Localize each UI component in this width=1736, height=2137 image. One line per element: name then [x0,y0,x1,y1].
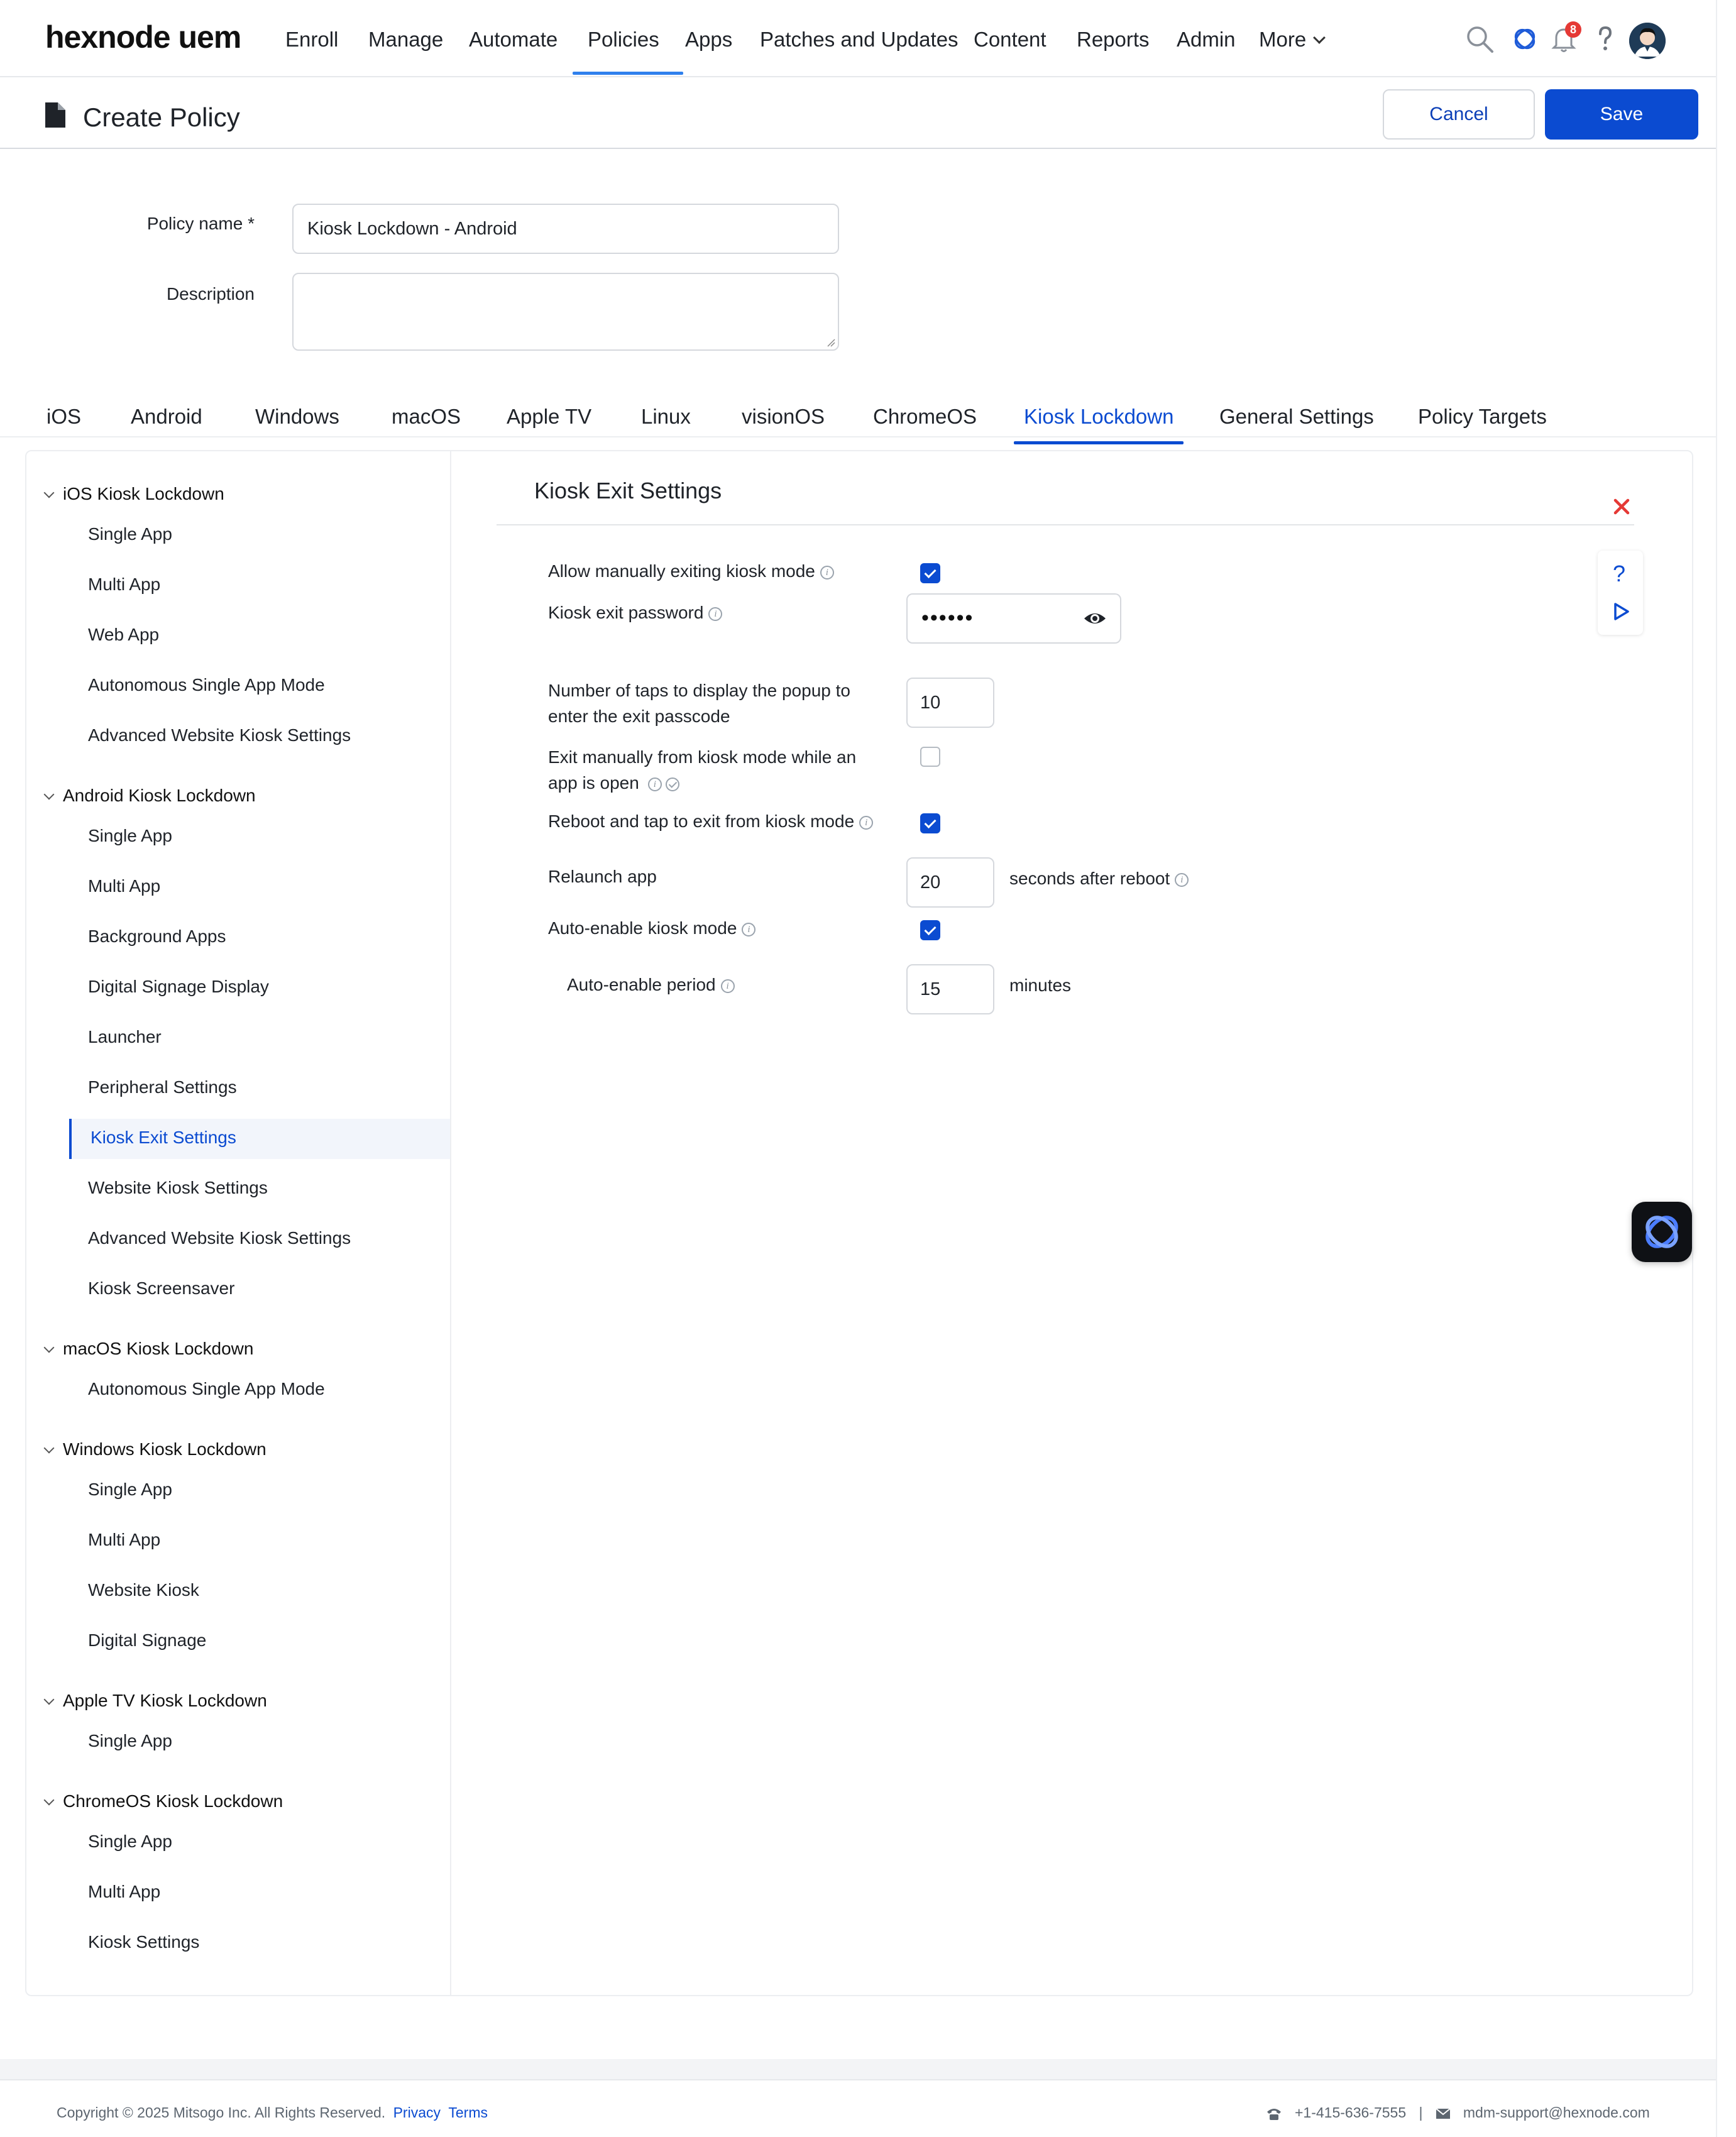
policy-name-label: Policy name * [146,214,255,233]
tab-visionos[interactable]: visionOS [742,405,825,428]
privacy-link[interactable]: Privacy [393,2104,441,2121]
sidebar-item-android-digital-signage[interactable]: Digital Signage Display [88,977,269,996]
info-icon[interactable]: i [820,566,834,580]
nav-more[interactable] [1259,28,1324,52]
chevron-down-icon[interactable] [44,488,55,498]
nav-patches-and-updates[interactable]: Patches and Updates [760,28,959,51]
search-icon[interactable] [1464,24,1495,54]
taps-popup-input[interactable] [906,678,994,728]
sidebar-item-macos-autonomous-single-app[interactable]: Autonomous Single App Mode [88,1379,325,1398]
reboot-tap-exit-checkbox[interactable] [920,813,940,833]
setting-allow-manual-exit [548,558,834,584]
chevron-down-icon[interactable] [44,1695,55,1705]
show-password-eye-icon[interactable] [1082,606,1107,631]
helper-toolbar [1598,551,1643,635]
footer-spacer [0,2059,1716,2079]
policy-name-input[interactable] [292,204,839,254]
sidebar-item-chromeos-multi-app[interactable]: Multi App [88,1882,161,1901]
nav-enroll[interactable]: Enroll [285,28,339,51]
sidebar-group-android-kiosk[interactable]: Android Kiosk Lockdown [63,786,256,805]
nav-admin[interactable]: Admin [1177,28,1236,51]
sidebar-item-android-background-apps[interactable]: Background Apps [88,926,226,946]
tab-linux[interactable]: Linux [641,405,691,428]
mail-icon [1436,2108,1451,2119]
setting-auto-enable-period [567,972,735,997]
notification-bell-icon[interactable] [1549,24,1579,54]
policy-panel [25,450,1693,1996]
tab-chromeos[interactable]: ChromeOS [873,405,977,428]
platform-tabs [0,390,1716,437]
document-icon [45,102,65,131]
nav-reports[interactable]: Reports [1077,28,1150,51]
verified-check-icon [666,777,679,791]
chevron-down-icon[interactable] [44,789,55,800]
exit-app-open-checkbox[interactable] [920,747,940,767]
tab-apple-tv[interactable]: Apple TV [507,405,592,428]
footer-separator: | [1419,2104,1423,2121]
auto-enable-period-label: Auto-enable period [567,975,716,994]
sidebar-group-windows-kiosk[interactable]: Windows Kiosk Lockdown [63,1439,266,1459]
sidebar-item-ios-advanced-website-kiosk[interactable]: Advanced Website Kiosk Settings [88,725,351,745]
sidebar-group-macos-kiosk[interactable]: macOS Kiosk Lockdown [63,1339,254,1358]
allow-manual-exit-label: Allow manually exiting kiosk mode [548,561,815,581]
support-phone[interactable]: +1-415-636-7555 [1295,2104,1407,2121]
exit-app-open-label-line2: app is open [548,773,639,793]
sidebar-item-ios-multi-app[interactable]: Multi App [88,574,161,594]
setting-exit-password [548,600,722,625]
description-textarea[interactable] [292,273,839,351]
footer-contact-row [1266,2104,1650,2121]
sidebar-item-ios-single-app[interactable]: Single App [88,524,172,544]
nav-apps[interactable]: Apps [685,28,733,51]
setting-reboot-tap-exit [548,808,873,834]
resize-grip-icon[interactable] [827,338,835,347]
sidebar-item-android-website-kiosk[interactable]: Website Kiosk Settings [88,1178,268,1197]
nav-policies[interactable]: Policies [588,28,659,51]
sidebar-item-windows-single-app[interactable]: Single App [88,1480,172,1499]
chevron-down-icon[interactable] [44,1443,55,1454]
nav-content[interactable]: Content [974,28,1047,51]
help-icon[interactable] [1590,24,1620,54]
kiosk-sidebar [26,451,451,1995]
phone-icon [1266,2107,1282,2121]
top-navigation [0,0,1716,77]
tab-windows[interactable]: Windows [255,405,339,428]
nav-more-label: More [1259,28,1307,51]
sidebar-item-android-kiosk-screensaver[interactable]: Kiosk Screensaver [88,1278,235,1298]
terms-link[interactable]: Terms [448,2104,488,2121]
chevron-down-icon[interactable] [44,1795,55,1806]
exit-password-field[interactable] [906,593,1121,644]
sidebar-group-appletv-kiosk[interactable]: Apple TV Kiosk Lockdown [63,1691,267,1710]
notification-count-badge: 8 [1565,21,1581,38]
setting-exit-app-open [548,744,856,796]
sidebar-item-android-advanced-website-kiosk[interactable]: Advanced Website Kiosk Settings [88,1228,351,1248]
sidebar-item-chromeos-single-app[interactable]: Single App [88,1832,172,1851]
sidebar-item-android-multi-app[interactable]: Multi App [88,876,161,896]
page-title: Create Policy [83,102,240,132]
sidebar-group-chromeos-kiosk[interactable]: ChromeOS Kiosk Lockdown [63,1791,283,1811]
relaunch-app-suffix [1009,869,1189,889]
hexnode-assistant-icon[interactable] [1510,24,1540,54]
sidebar-item-android-single-app[interactable]: Single App [88,826,172,845]
tab-macos[interactable]: macOS [392,405,461,428]
exit-password-value: •••••• [921,606,974,630]
help-question-icon[interactable]: ? [1613,561,1626,586]
description-label: Description [166,284,255,304]
sidebar-group-ios-kiosk[interactable]: iOS Kiosk Lockdown [63,484,224,503]
auto-enable-checkbox[interactable] [920,920,940,940]
tab-policy-targets[interactable]: Policy Targets [1418,405,1547,428]
auto-enable-period-input[interactable] [906,964,994,1014]
sidebar-item-chromeos-kiosk-settings[interactable]: Kiosk Settings [88,1932,200,1952]
setting-taps-popup [548,678,850,729]
reboot-tap-exit-label: Reboot and tap to exit from kiosk mode [548,811,855,831]
tab-general-settings[interactable]: General Settings [1219,405,1374,428]
play-tutorial-icon[interactable] [1613,602,1630,621]
info-icon[interactable]: i [1175,873,1189,887]
relaunch-app-suffix-text: seconds after reboot [1009,869,1170,888]
support-email[interactable]: mdm-support@hexnode.com [1463,2104,1650,2121]
nav-manage[interactable]: Manage [368,28,444,51]
exit-app-open-label-line1: Exit manually from kiosk mode while an [548,747,857,767]
auto-enable-period-suffix: minutes [1009,975,1072,995]
chevron-down-icon [1313,31,1326,44]
footer-copyright-row [57,2104,488,2121]
sidebar-item-android-peripheral-settings[interactable]: Peripheral Settings [88,1077,237,1097]
allow-manual-exit-checkbox[interactable] [920,563,940,583]
taps-popup-label-line2: enter the exit passcode [548,706,730,726]
info-icon[interactable]: i [859,816,873,830]
hexnode-assistant-icon [1632,1202,1692,1262]
taps-popup-label-line1: Number of taps to display the popup to [548,681,850,700]
close-icon[interactable] [1612,497,1632,517]
section-divider [497,524,1634,525]
nav-automate[interactable]: Automate [469,28,558,51]
user-avatar[interactable] [1629,23,1666,59]
section-title: Kiosk Exit Settings [534,478,722,503]
sidebar-item-appletv-single-app[interactable]: Single App [88,1731,172,1750]
sidebar-item-ios-web-app[interactable]: Web App [88,625,160,644]
relaunch-app-input[interactable] [906,857,994,908]
sidebar-item-android-kiosk-exit-settings[interactable]: Kiosk Exit Settings [91,1128,236,1147]
scrollbar-track[interactable] [1716,0,1736,2137]
sidebar-item-ios-autonomous-single-app[interactable]: Autonomous Single App Mode [88,675,325,695]
assistant-chat-button[interactable] [1632,1202,1692,1262]
page-header [0,79,1716,149]
copyright-text: Copyright © 2025 Mitsogo Inc. All Rights Reserved. [57,2104,386,2121]
sidebar-item-android-launcher[interactable]: Launcher [88,1027,162,1047]
sidebar-item-windows-digital-signage[interactable]: Digital Signage [88,1630,207,1650]
sidebar-item-windows-website-kiosk[interactable]: Website Kiosk [88,1580,199,1600]
tab-ios[interactable]: iOS [47,405,82,428]
info-icon[interactable]: i [742,923,755,937]
save-button[interactable]: Save [1545,89,1698,140]
setting-auto-enable [548,915,755,941]
cancel-button[interactable]: Cancel [1383,89,1535,140]
tab-kiosk-lockdown[interactable]: Kiosk Lockdown [1024,405,1174,428]
info-icon[interactable]: i [648,777,662,791]
info-icon[interactable]: i [708,607,722,621]
hexnode-logo[interactable]: hexnode uem [45,19,241,55]
auto-enable-label: Auto-enable kiosk mode [548,918,737,938]
page-footer [0,2079,1716,2137]
info-icon[interactable]: i [721,979,735,993]
relaunch-app-label: Relaunch app [548,867,657,886]
sidebar-item-windows-multi-app[interactable]: Multi App [88,1530,161,1549]
exit-password-label: Kiosk exit password [548,603,704,622]
tab-android[interactable]: Android [131,405,202,428]
chevron-down-icon[interactable] [44,1343,55,1353]
setting-relaunch-app [548,864,657,889]
